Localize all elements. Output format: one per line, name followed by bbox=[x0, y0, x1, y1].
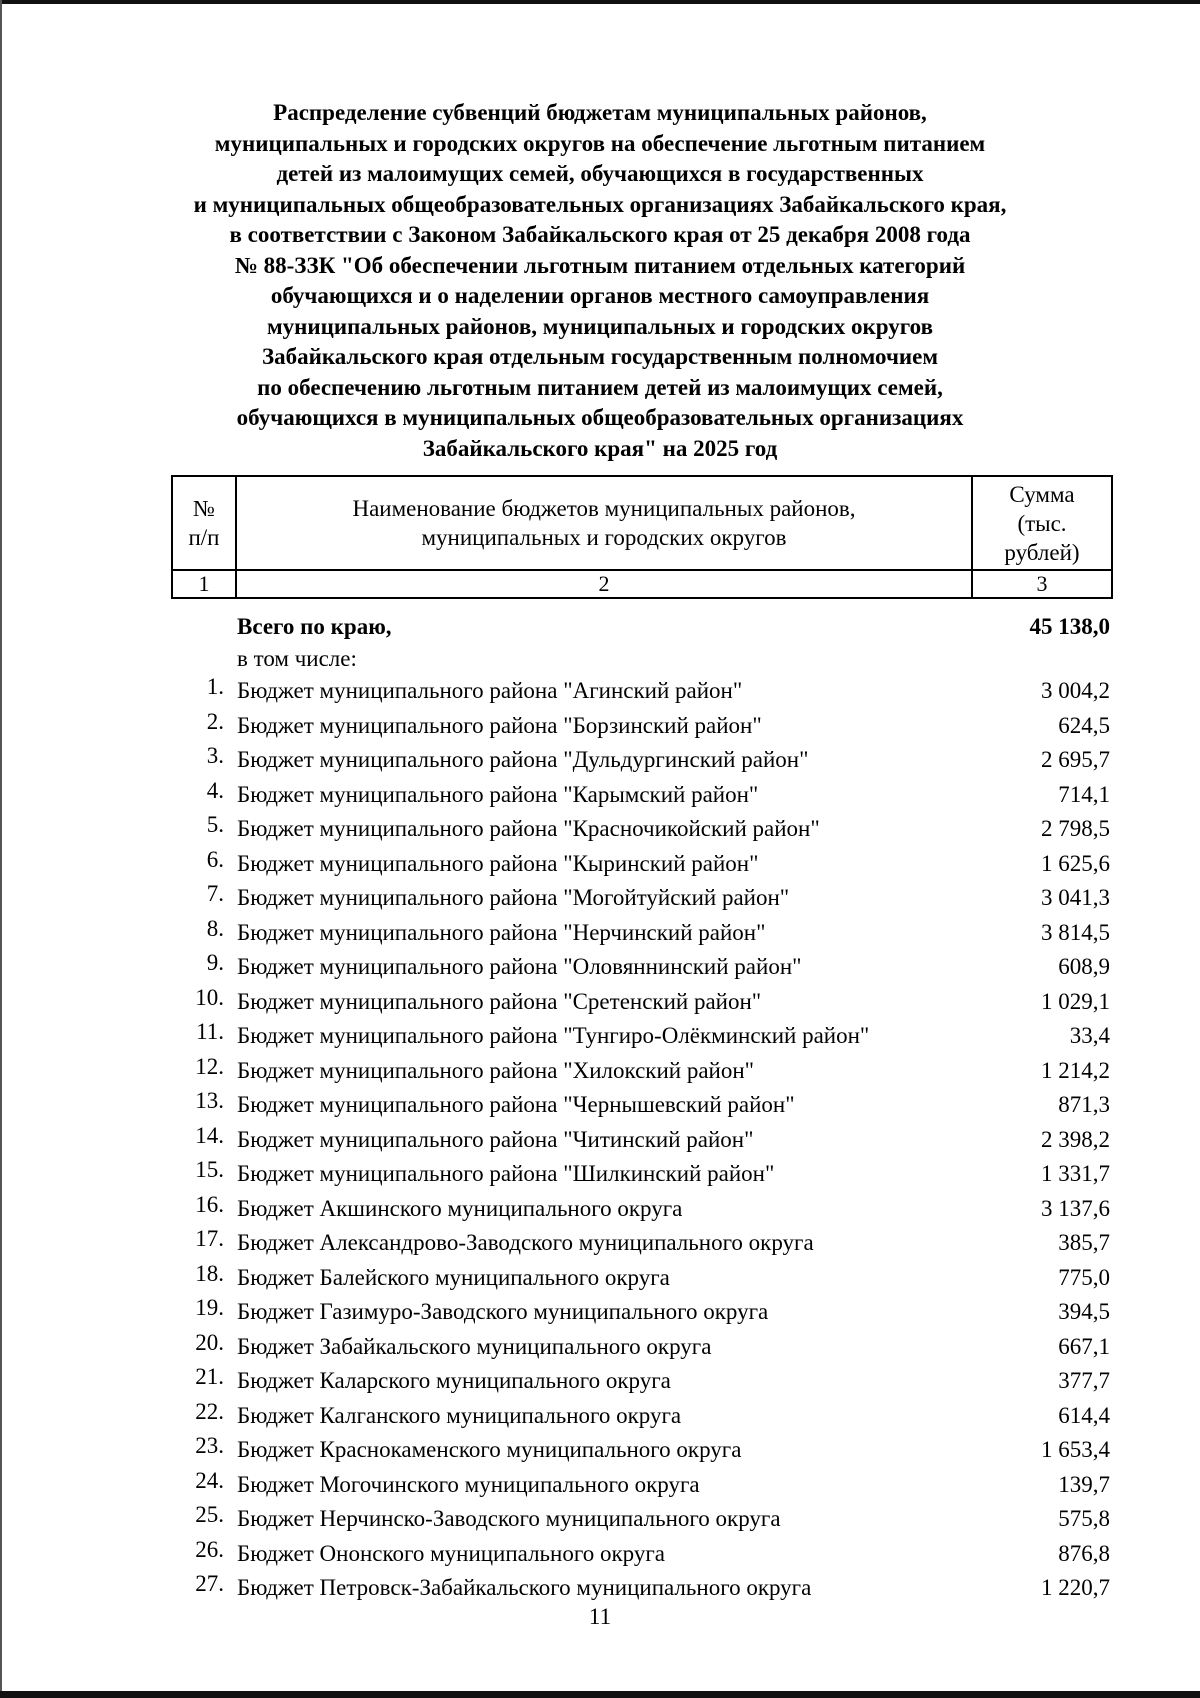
row-budget-name: Бюджет муниципального района "Агинский район" bbox=[237, 678, 743, 703]
table-row bbox=[0, 1571, 1200, 1606]
row-number: 5. bbox=[206, 812, 224, 837]
table-row bbox=[0, 1364, 1200, 1399]
row-number: 10. bbox=[195, 984, 224, 1010]
row-amount: 614,4 bbox=[1058, 1402, 1110, 1428]
title-line: в соответствии с Законом Забайкальского края от 25 декабря 2008 года bbox=[229, 222, 971, 247]
row-budget-name: Бюджет муниципального района "Хилокский район" bbox=[237, 1057, 755, 1083]
row-amount: 1 653,4 bbox=[1041, 1437, 1110, 1462]
header-sum-line: Сумма bbox=[1009, 481, 1075, 507]
row-number: 24. bbox=[195, 1467, 224, 1493]
row-budget-name: Бюджет муниципального района "Нерчинский район" bbox=[237, 919, 766, 945]
row-budget-name: Бюджет Калганского муниципального округа bbox=[237, 1402, 682, 1428]
row-number: 17. bbox=[195, 1226, 224, 1251]
table-row bbox=[0, 1399, 1200, 1434]
row-amount: 3 041,3 bbox=[1041, 885, 1110, 910]
row-budget-name: Бюджет муниципального района "Оловяннинский район" bbox=[237, 954, 802, 979]
row-number: 18. bbox=[195, 1260, 224, 1286]
header-sum-line: рублей) bbox=[1004, 539, 1080, 565]
row-number: 12. bbox=[195, 1053, 224, 1079]
row-budget-name: Бюджет Газимуро-Заводского муниципального округа bbox=[237, 1299, 769, 1324]
row-amount: 33,4 bbox=[1069, 1023, 1110, 1048]
table-row bbox=[0, 1157, 1200, 1192]
table-row bbox=[0, 1192, 1200, 1227]
row-list bbox=[0, 674, 1200, 1606]
row-number: 21. bbox=[195, 1364, 224, 1389]
table-row bbox=[0, 1226, 1200, 1261]
table-row bbox=[0, 1123, 1200, 1158]
title-line: Забайкальского края отдельным государственным полномочием bbox=[261, 344, 939, 369]
row-amount: 1 214,2 bbox=[1041, 1057, 1110, 1083]
row-budget-name: Бюджет Александрово-Заводского муниципального округа bbox=[237, 1230, 814, 1255]
row-budget-name: Бюджет муниципального района "Борзинский район" bbox=[237, 712, 762, 738]
table-row bbox=[0, 709, 1200, 744]
table-row bbox=[0, 812, 1200, 847]
table-row bbox=[0, 1537, 1200, 1572]
row-amount: 377,7 bbox=[1058, 1368, 1110, 1393]
title-line: обучающихся в муниципальных общеобразовательных организациях bbox=[236, 405, 964, 430]
row-number: 14. bbox=[195, 1122, 224, 1148]
row-budget-name: Бюджет муниципального района "Чернышевский район" bbox=[237, 1092, 795, 1117]
row-budget-name: Бюджет муниципального района "Могойтуйский район" bbox=[237, 885, 790, 910]
title-line: детей из малоимущих семей, обучающихся в государственных bbox=[276, 161, 924, 186]
page-number: 11 bbox=[588, 1604, 612, 1629]
title-line: Забайкальского края" на 2025 год bbox=[422, 435, 778, 461]
row-number: 6. bbox=[206, 846, 224, 872]
header-sum-cell bbox=[972, 476, 1112, 570]
row-amount: 575,8 bbox=[1058, 1506, 1110, 1531]
header-name-cell bbox=[236, 476, 972, 570]
row-amount: 1 220,7 bbox=[1041, 1575, 1110, 1600]
title-line: муниципальных районов, муниципальных и городских округов bbox=[266, 313, 933, 339]
row-amount: 775,0 bbox=[1058, 1264, 1110, 1290]
row-budget-name: Бюджет Нерчинско-Заводского муниципального округа bbox=[237, 1506, 781, 1531]
title-line: обучающихся и о наделении органов местного самоуправления bbox=[270, 283, 930, 308]
row-amount: 2 695,7 bbox=[1041, 747, 1110, 772]
row-budget-name: Бюджет муниципального района "Шилкинский район" bbox=[237, 1161, 775, 1186]
table-header bbox=[171, 475, 1113, 599]
row-budget-name: Бюджет Акшинского муниципального округа bbox=[237, 1195, 683, 1221]
table-row bbox=[0, 1468, 1200, 1503]
header-number-sign: № bbox=[193, 496, 215, 521]
row-number: 4. bbox=[206, 777, 224, 803]
row-amount: 1 029,1 bbox=[1041, 988, 1110, 1014]
row-amount: 2 398,2 bbox=[1041, 1126, 1110, 1152]
title-line: муниципальных и городских округов на обеспечение льготным питанием bbox=[214, 130, 986, 156]
row-amount: 624,5 bbox=[1058, 712, 1110, 738]
row-amount: 3 004,2 bbox=[1041, 678, 1110, 703]
row-amount: 3 814,5 bbox=[1041, 919, 1110, 945]
table-row bbox=[0, 1433, 1200, 1468]
subtotal-caption: в том числе: bbox=[237, 646, 357, 671]
row-amount: 876,8 bbox=[1058, 1540, 1110, 1566]
header-sum-line: (тыс. bbox=[1017, 510, 1067, 536]
title-line: и муниципальных общеобразовательных организациях Забайкальского края, bbox=[193, 191, 1007, 217]
row-number: 8. bbox=[206, 915, 224, 941]
budget-rows bbox=[0, 610, 1200, 1606]
title-line: по обеспечению льготным питанием детей из малоимущих семей, bbox=[257, 374, 943, 400]
table-row bbox=[0, 1019, 1200, 1054]
table-row bbox=[0, 1054, 1200, 1089]
table-row bbox=[0, 1261, 1200, 1296]
total-label: Всего по краю, bbox=[237, 614, 392, 639]
row-amount: 3 137,6 bbox=[1041, 1195, 1110, 1221]
row-budget-name: Бюджет муниципального района "Красночикойский район" bbox=[237, 816, 820, 841]
header-name-line: Наименование бюджетов муниципальных районов, bbox=[352, 496, 856, 521]
row-number: 23. bbox=[195, 1433, 224, 1458]
row-budget-name: Бюджет Краснокаменского муниципального округа bbox=[237, 1437, 742, 1462]
row-budget-name: Бюджет муниципального района "Кыринский район" bbox=[237, 850, 759, 876]
row-amount: 385,7 bbox=[1058, 1230, 1110, 1255]
row-amount: 871,3 bbox=[1058, 1092, 1110, 1117]
row-budget-name: Бюджет Ононского муниципального округа bbox=[237, 1540, 665, 1566]
table-row bbox=[0, 985, 1200, 1020]
row-number: 15. bbox=[195, 1157, 224, 1182]
row-number: 2. bbox=[206, 708, 224, 734]
table-row bbox=[0, 950, 1200, 985]
row-amount: 714,1 bbox=[1058, 781, 1110, 807]
column-index-1: 1 bbox=[172, 570, 236, 598]
document-title bbox=[150, 98, 1050, 464]
scan-border-top bbox=[0, 0, 1200, 4]
title-line: Распределение субвенций бюджетам муниципальных районов, bbox=[273, 100, 927, 125]
table-row bbox=[0, 916, 1200, 951]
row-number: 3. bbox=[206, 743, 224, 768]
row-number: 11. bbox=[196, 1019, 224, 1044]
table-row bbox=[0, 743, 1200, 778]
total-row bbox=[0, 610, 1200, 642]
row-amount: 1 625,6 bbox=[1041, 850, 1110, 876]
table-row bbox=[0, 1088, 1200, 1123]
column-index-3: 3 bbox=[972, 570, 1112, 598]
table-row bbox=[0, 1330, 1200, 1365]
row-amount: 1 331,7 bbox=[1041, 1161, 1110, 1186]
row-budget-name: Бюджет Забайкальского муниципального округа bbox=[237, 1333, 712, 1359]
row-budget-name: Бюджет муниципального района "Сретенский район" bbox=[237, 988, 762, 1014]
column-index-2: 2 bbox=[236, 570, 972, 598]
row-amount: 2 798,5 bbox=[1041, 816, 1110, 841]
title-line: № 88-ЗЗК "Об обеспечении льготным питанием отдельных категорий bbox=[234, 252, 966, 278]
table-row bbox=[0, 847, 1200, 882]
table-row bbox=[0, 1502, 1200, 1537]
row-number: 25. bbox=[195, 1502, 224, 1527]
row-amount: 608,9 bbox=[1058, 954, 1110, 979]
table-row bbox=[0, 674, 1200, 709]
row-budget-name: Бюджет Могочинского муниципального округа bbox=[237, 1471, 700, 1497]
header-number-cell bbox=[172, 476, 236, 570]
table-row bbox=[0, 778, 1200, 813]
row-amount: 667,1 bbox=[1058, 1333, 1110, 1359]
table-row bbox=[0, 881, 1200, 916]
total-value: 45 138,0 bbox=[1029, 614, 1110, 639]
row-budget-name: Бюджет Петровск-Забайкальского муниципального округа bbox=[237, 1575, 812, 1600]
row-number: 1. bbox=[206, 674, 224, 699]
row-amount: 394,5 bbox=[1058, 1299, 1110, 1324]
row-amount: 139,7 bbox=[1058, 1471, 1110, 1497]
row-number: 27. bbox=[195, 1571, 224, 1596]
row-number: 19. bbox=[195, 1295, 224, 1320]
scan-border-bottom bbox=[0, 1691, 1200, 1698]
row-budget-name: Бюджет муниципального района "Тунгиро-Олёкминский район" bbox=[237, 1023, 870, 1048]
header-number-abbr: п/п bbox=[188, 525, 220, 550]
row-budget-name: Бюджет Балейского муниципального округа bbox=[237, 1264, 670, 1290]
row-number: 16. bbox=[195, 1191, 224, 1217]
row-budget-name: Бюджет Каларского муниципального округа bbox=[237, 1368, 671, 1393]
row-number: 20. bbox=[195, 1329, 224, 1355]
row-number: 7. bbox=[206, 881, 224, 906]
table-row bbox=[0, 1295, 1200, 1330]
row-number: 13. bbox=[195, 1088, 224, 1113]
row-budget-name: Бюджет муниципального района "Дульдургинский район" bbox=[237, 747, 809, 772]
row-budget-name: Бюджет муниципального района "Карымский район" bbox=[237, 781, 759, 807]
row-budget-name: Бюджет муниципального района "Читинский район" bbox=[237, 1126, 754, 1152]
row-number: 9. bbox=[206, 950, 224, 975]
row-number: 26. bbox=[195, 1536, 224, 1562]
header-name-line: муниципальных и городских округов bbox=[421, 525, 787, 550]
row-number: 22. bbox=[195, 1398, 224, 1424]
